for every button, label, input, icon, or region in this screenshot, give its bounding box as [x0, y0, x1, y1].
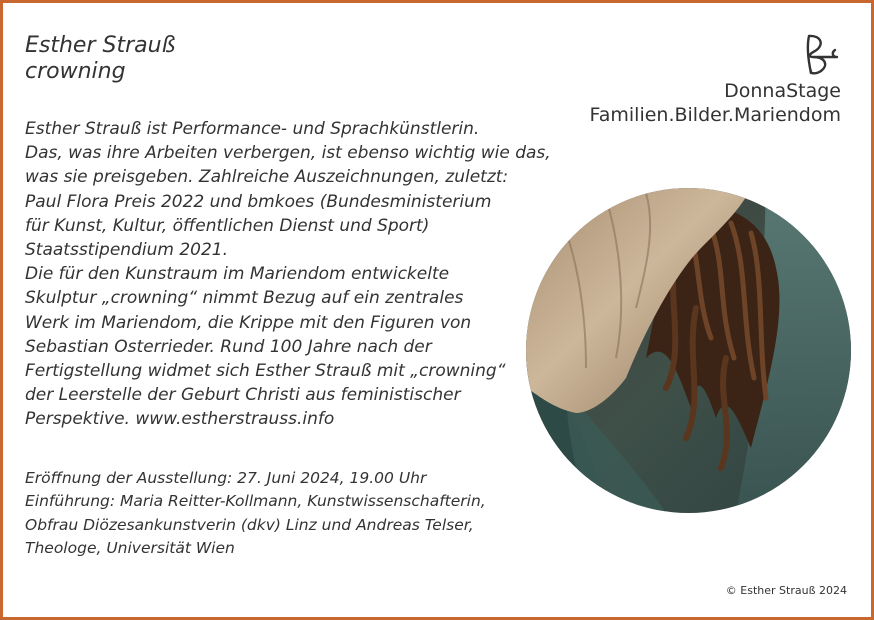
description-line: Fertigstellung widmet sich Esther Strauß mit „crowning“ [25, 361, 506, 382]
description-line: was sie preisgeben. Zahlreiche Auszeichnungen, zuletzt: [25, 167, 509, 188]
description-line: Skulptur „crowning“ nimmt Bezug auf ein zentrales [25, 288, 464, 309]
copyright-notice: © Esther Strauß 2024 [725, 584, 847, 597]
artwork-title [25, 33, 175, 85]
description-line: Sebastian Osterrieder. Rund 100 Jahre nach der [25, 336, 432, 357]
description-line: Perspektive. www.estherstrauss.info [25, 409, 335, 430]
brand-subtitle: Familien.Bilder.Mariendom [589, 104, 841, 126]
event-line: Eröffnung der Ausstellung: 27. Juni 2024, 19.00 Uhr [25, 469, 427, 487]
description-line: Paul Flora Preis 2022 und bmkoes (Bundesministerium [25, 191, 492, 212]
description-line: Das, was ihre Arbeiten verbergen, ist ebenso wichtig wie das, [25, 143, 551, 164]
description-text [25, 117, 555, 432]
description-line: für Kunst, Kultur, öffentlichen Dienst und Sport) [25, 215, 430, 236]
event-info [25, 467, 486, 560]
description-line: Die für den Kunstraum im Mariendom entwickelte [25, 264, 450, 285]
event-line: Einführung: Maria Reitter-Kollmann, Kunstwissenschafterin, [25, 492, 486, 511]
event-line: Obfrau Diözesankunstverin (dkv) Linz und Andreas Telser, [25, 515, 474, 534]
work-title: crowning [25, 59, 126, 84]
description-line: der Leerstelle der Geburt Christi aus feministischer [25, 385, 461, 406]
brand-block [590, 79, 841, 127]
event-line: Theologe, Universität Wien [25, 538, 235, 557]
description-line: Werk im Mariendom, die Krippe mit den Figuren von [25, 312, 472, 333]
description-line: Esther Strauß ist Performance- und Sprachkünstlerin. [25, 119, 480, 139]
description-line: Staatsstipendium 2021. [25, 240, 229, 261]
donnastage-logo-icon [803, 33, 841, 77]
artist-name: Esther Strauß [25, 33, 176, 58]
sculpture-photo [526, 188, 851, 513]
brand-name: DonnaStage [724, 80, 841, 102]
